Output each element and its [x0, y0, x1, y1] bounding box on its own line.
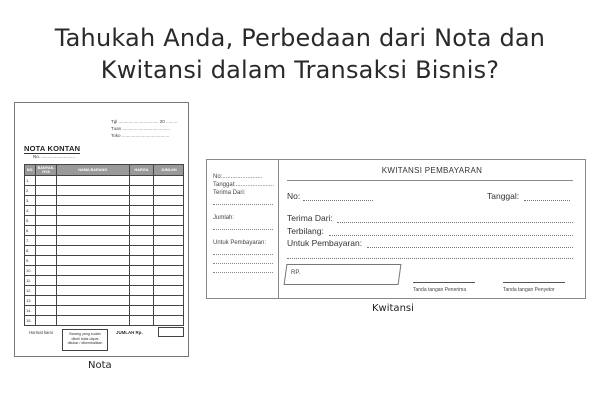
nota-header-fields [111, 118, 177, 139]
kwitansi-no-label: No: [287, 191, 301, 201]
table-cell [129, 226, 154, 236]
stub-line [213, 272, 273, 273]
table-row [25, 216, 184, 226]
row-number: 11. [25, 276, 36, 286]
row-number: 7. [25, 236, 36, 246]
col-jumlah: JUMLAH [154, 165, 184, 176]
kwitansi-extra-line [287, 258, 573, 259]
table-cell [154, 316, 184, 326]
table-cell [154, 236, 184, 246]
stub-line [213, 263, 273, 264]
col-no: NO. [25, 165, 36, 176]
table-cell [154, 246, 184, 256]
table-cell [56, 246, 129, 256]
table-cell [154, 226, 184, 236]
nota-table-body [25, 176, 184, 326]
nota-number-field: No. ........................... [33, 154, 76, 159]
table-row [25, 186, 184, 196]
title-line-1: Tahukah Anda, Perbedaan dari Nota dan [54, 24, 546, 52]
table-cell [36, 216, 57, 226]
table-cell [56, 286, 129, 296]
table-cell [36, 286, 57, 296]
row-number: 10. [25, 266, 36, 276]
table-cell [129, 256, 154, 266]
nota-date-field: Tgl ................................ 20 ......... [111, 119, 178, 124]
kwitansi-form [206, 159, 586, 299]
table-cell [36, 186, 57, 196]
table-cell [154, 276, 184, 286]
stub-jumlah: Jumlah: [213, 215, 235, 221]
table-row [25, 316, 184, 326]
table-cell [129, 186, 154, 196]
table-cell [154, 306, 184, 316]
table-row [25, 176, 184, 186]
table-cell [129, 216, 154, 226]
nota-return-note: Barang yang sudah dibeli tidak dapat ditukar / dikembalikan [62, 329, 108, 351]
kwitansi-stub [207, 160, 279, 298]
table-cell [129, 196, 154, 206]
row-number: 5. [25, 216, 36, 226]
signature-label-penyetor: Tanda tangan Penyetor [503, 287, 555, 293]
nota-total-box [158, 327, 184, 337]
table-cell [36, 296, 57, 306]
stub-no: No:........................ [213, 174, 263, 180]
stub-line [213, 204, 273, 205]
table-cell [154, 296, 184, 306]
nota-items-table [24, 164, 184, 326]
table-row [25, 286, 184, 296]
kwitansi-heading: KWITANSI PEMBAYARAN [381, 166, 483, 175]
table-row [25, 246, 184, 256]
table-cell [129, 286, 154, 296]
table-cell [154, 266, 184, 276]
table-cell [36, 306, 57, 316]
nota-total-label: JUMLAH Rp. [116, 330, 143, 335]
stub-line [213, 254, 273, 255]
table-cell [36, 176, 57, 186]
table-cell [154, 196, 184, 206]
row-number: 13. [25, 296, 36, 306]
table-cell [154, 186, 184, 196]
table-cell [56, 306, 129, 316]
table-cell [56, 206, 129, 216]
row-number: 1. [25, 176, 36, 186]
table-cell [36, 316, 57, 326]
row-number: 12. [25, 286, 36, 296]
kwitansi-tanggal-field [524, 200, 570, 201]
table-cell [56, 316, 129, 326]
table-cell [154, 216, 184, 226]
table-cell [129, 176, 154, 186]
table-cell [36, 256, 57, 266]
signature-line-penyetor [503, 282, 565, 283]
row-number: 2. [25, 186, 36, 196]
table-row [25, 206, 184, 216]
table-cell [129, 246, 154, 256]
table-cell [56, 226, 129, 236]
table-row [25, 276, 184, 286]
table-cell [36, 246, 57, 256]
row-number: 6. [25, 226, 36, 236]
nota-toko-field: Toko ...................................... [111, 133, 170, 138]
table-cell [154, 176, 184, 186]
kwitansi-untuk-field [367, 247, 573, 248]
row-number: 15. [25, 316, 36, 326]
nota-hormat-kami: Hormat kami [29, 330, 53, 335]
stub-line [213, 229, 273, 230]
table-row [25, 296, 184, 306]
col-banyaknya: BANYAK-NYA [37, 166, 55, 174]
table-cell [56, 276, 129, 286]
table-cell [129, 206, 154, 216]
row-number: 9. [25, 256, 36, 266]
row-number: 4. [25, 206, 36, 216]
table-cell [36, 206, 57, 216]
kwitansi-terima-dari-field [337, 222, 573, 223]
table-cell [56, 196, 129, 206]
nota-tuan-field: Tuan ...................................... [111, 126, 170, 131]
table-cell [36, 226, 57, 236]
table-cell [129, 306, 154, 316]
table-cell [154, 206, 184, 216]
article-title [0, 22, 600, 86]
kwitansi-untuk-pembayaran: Untuk Pembayaran: [287, 238, 363, 248]
table-cell [56, 176, 129, 186]
kwitansi-amount-box [284, 264, 402, 285]
table-cell [36, 276, 57, 286]
kwitansi-rp-label: RP. [291, 270, 301, 276]
table-cell [56, 296, 129, 306]
row-number: 14. [25, 306, 36, 316]
table-row [25, 266, 184, 276]
row-number: 8. [25, 246, 36, 256]
stub-terima-dari: Terima Dari: [213, 190, 246, 196]
kwitansi-terbilang: Terbilang: [287, 226, 324, 236]
table-cell [129, 236, 154, 246]
nota-table-header [25, 165, 184, 176]
table-cell [56, 266, 129, 276]
kwitansi-caption: Kwitansi [372, 303, 414, 314]
kwitansi-tanggal-label: Tanggal: [487, 191, 520, 201]
table-row [25, 196, 184, 206]
table-row [25, 306, 184, 316]
table-cell [56, 186, 129, 196]
table-cell [154, 256, 184, 266]
kwitansi-terbilang-field [329, 235, 573, 236]
table-cell [154, 286, 184, 296]
stub-untuk-pembayaran: Untuk Pembayaran: [213, 240, 267, 246]
row-number: 3. [25, 196, 36, 206]
table-cell [129, 276, 154, 286]
table-cell [36, 266, 57, 276]
nota-form [14, 102, 189, 357]
table-cell [36, 196, 57, 206]
table-cell [129, 266, 154, 276]
table-row [25, 236, 184, 246]
title-line-2: Kwitansi dalam Transaksi Bisnis? [100, 56, 500, 84]
table-cell [56, 256, 129, 266]
table-cell [56, 216, 129, 226]
table-cell [129, 296, 154, 306]
table-cell [56, 236, 129, 246]
nota-heading: NOTA KONTAN [24, 144, 81, 153]
signature-label-penerima: Tanda tangan Penerima [413, 287, 467, 293]
table-row [25, 256, 184, 266]
col-harga: HARGA [129, 165, 154, 176]
table-cell [36, 236, 57, 246]
nota-caption: Nota [88, 360, 112, 371]
kwitansi-no-field [303, 200, 373, 201]
stub-tanggal: Tanggal:....................... [213, 182, 275, 188]
kwitansi-divider [287, 180, 573, 181]
signature-line-penerima [413, 282, 475, 283]
table-cell [129, 316, 154, 326]
col-nama-barang: NAMA BARANG [56, 165, 129, 176]
kwitansi-terima-dari: Terima Dari: [287, 213, 333, 223]
table-row [25, 226, 184, 236]
